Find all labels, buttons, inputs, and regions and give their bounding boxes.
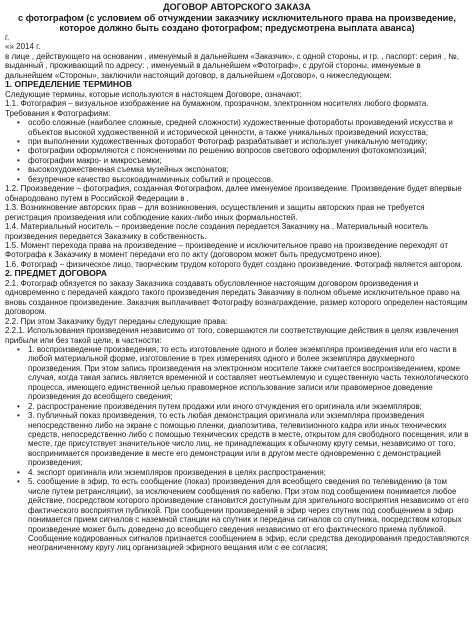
- usage-rights-list: [5, 345, 469, 553]
- list-item: • 2. распространение произведения путем продажи или иного отчуждения его оригинала или экземпляров;: [5, 402, 469, 411]
- section-1-heading: 1. ОПРЕДЕЛЕНИЕ ТЕРМИНОВ: [5, 79, 133, 90]
- document-subtitle: с фотографом (с условием об отчуждении заказчику исключительного права на произведение, которое должно быть создано фотографом; предусмотрена выплата аванса): [18, 13, 456, 33]
- section-2-heading: 2. ПРЕДМЕТ ДОГОВОРА: [5, 268, 107, 279]
- list-item: • фотографии оформляются с пояснениями по решению вопросов светового оформления фотокомпозиций;: [5, 146, 469, 155]
- list-item: • 1. воспроизведение произведения, то есть изготовление одного и более экземпляра произведения или его части в любой материальной форме, изготовление в трех измерениях одного и более экземпляра двухмерного произведения. При этом запись произведения на электронном носителе также считается воспроизведением, кроме случая, когда такая запись является временной и составляет неотъемлемую и существенную часть технологического процесса, имеющего единственной целью правомерное использование записи или правомерное доведение произведения до всеобщего сведения;: [5, 345, 469, 402]
- list-item: • особо сложные (наиболее сложные, средней сложности) художественные фотоработы произведений искусства и объектов высокой художественной и исторической ценности, а также уникальных произведений искусства;: [5, 118, 469, 137]
- document-title: ДОГОВОР АВТОРСКОГО ЗАКАЗА: [163, 2, 311, 12]
- list-item: • фотографии макро- и микросъемки;: [5, 156, 469, 165]
- clause-1-4: 1.4. Материальный носитель – произведение после создания передается Заказчику на . Материальный носитель произведения передается Заказчику в собственность.: [5, 222, 429, 241]
- list-item: • 4. экспорт оригинала или экземпляров произведения в целях распространения;: [5, 468, 469, 477]
- clause-2-2: 2.2. При этом Заказчику будут переданы следующие права:: [5, 316, 228, 326]
- photo-requirements-list: [5, 118, 469, 184]
- city-line: г.: [5, 33, 10, 42]
- list-item: • безупречное качество высокоадинамичных событий и процессов.: [5, 175, 469, 184]
- list-item: • при выполнении художественных фоторабот Фотограф разрабатывает и использует уникальную методику;: [5, 137, 469, 146]
- list-item: • 5. сообщение в эфир, то есть сообщение (показ) произведения для всеобщего сведения по телевидению (в том числе путем ретрансляции), за исключением сообщения по кабелю. При этом под сообщением понимается любое действие, посредством которого произведение становится доступным для зрительного восприятия независимо от его фактического восприятия публикой. При сообщении произведений в эфир через спутник под сообщением в эфир понимается прием сигналов с наземной станции на спутник и передача сигналов со спутника, посредством которых произведение может быть доведено до всеобщего сведения независимо от его фактического приема публикой. Сообщение кодированных сигналов признается сообщением в эфир, если средства декодирования предоставляются неограниченному кругу лиц организацией эфирного вещания или с ее согласия;: [5, 477, 469, 553]
- clause-1-1: 1.1. Фотография – визуальное изображение на бумажном, прозрачном, электронном носителях любого формата. Требования к Фотографиям:: [5, 99, 429, 118]
- clause-1-3: 1.3. Возникновение авторских прав – для возникновения, осуществления и защиты авторских прав не требуется регистрация произведения или соблюдение каких-либо иных формальностей.: [5, 203, 425, 222]
- clause-1-6: 1.6. Фотограф – физическое лицо, творческим трудом которого будет создано произведение. Фотограф является автором.: [5, 259, 463, 269]
- list-item: • 3. публичный показ произведения, то есть любая демонстрация оригинала или экземпляра произведения непосредственно либо на экране с помощью пленки, диапозитива, телевизионного кадра или иных технических средств, непосредственно либо с помощью технических средств в месте, открытом для свободного посещения, или в месте, где присутствует значительное число лиц, не принадлежащих к обычному кругу семьи, независимо от того, воспринимается произведение в месте его демонстрации или в другом месте одновременно с демонстрацией произведения;: [5, 411, 469, 468]
- date-line: «» 2014 г.: [5, 42, 41, 52]
- parties-paragraph: в лице , действующего на основании , именуемый в дальнейшем «Заказчик», с одной стороны, и гр. , паспорт: серия , №, выданный , проживающий по адресу: , именуемый в дальнейшем «Фотограф», с другой стороны, именуемые в дальнейшем «Стороны», заключили настоящий договор, в дальнейшем «Договор», о нижеследующем:: [5, 51, 459, 80]
- clause-1-5: 1.5. Момент перехода права на произведение – произведение и исключительное право на произведение переходят от Фотографа к Заказчику в момент передачи его по акту (договором может быть предусмотрено иное).: [5, 240, 448, 260]
- clause-1-2: 1.2. Произведение – фотография, созданная Фотографом, далее именуемое произведение. Произведение будет впервые обнародовано путем в Российской Федерации в .: [5, 184, 462, 203]
- section-1-intro: Следующие термины, которые используются в настоящем Договоре, означают:: [5, 89, 302, 99]
- clause-2-2-1: 2.2.1. Использования произведения независимо от того, совершаются ли соответствующие действия в целях извлечения прибыли или без такой цели, в частности:: [5, 326, 459, 345]
- list-item: • высокохудожественная съемка музейных экспонатов;: [5, 165, 469, 174]
- clause-2-1: 2.1. Фотограф обязуется по заказу Заказчика создавать обусловленное настоящим договором произведения и одновременно с передачей каждого такого произведения передать Заказчику в полном объеме исключительное право на вновь созданное произведение. Заказчик выплачивает Фотографу вознаграждение, размер которого определен настоящим договором.: [5, 278, 468, 317]
